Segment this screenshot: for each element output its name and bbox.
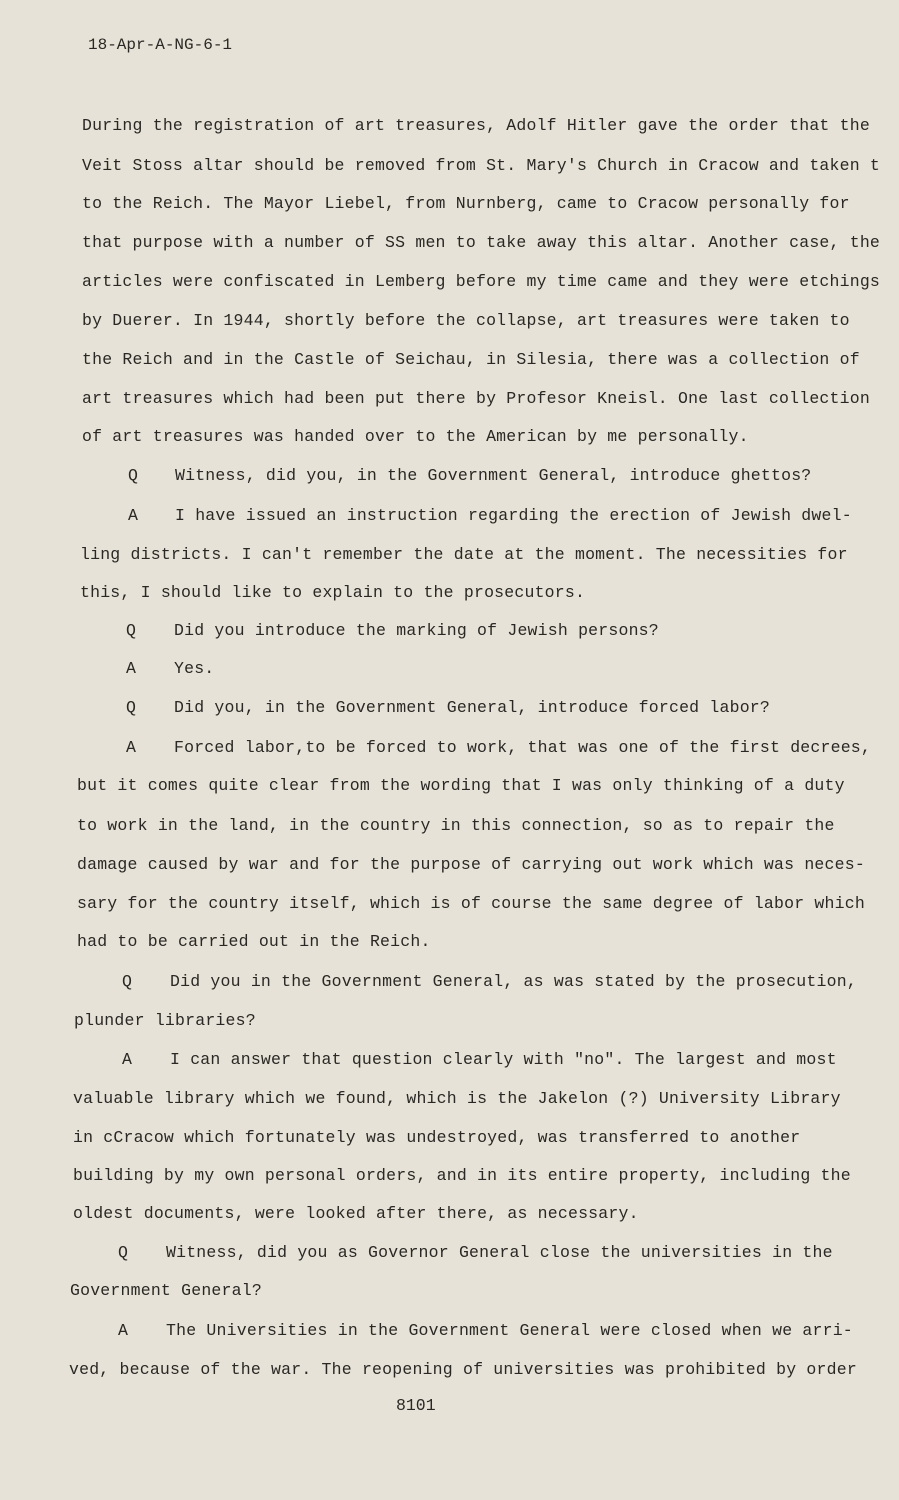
text-line: Did you introduce the marking of Jewish persons? xyxy=(174,621,659,640)
text-line: Veit Stoss altar should be removed from St. Mary's Church in Cracow and taken t xyxy=(82,156,881,175)
text-line: that purpose with a number of SS men to take away this altar. Another case, the xyxy=(82,233,881,252)
speaker-label: A xyxy=(128,506,138,525)
speaker-label: Q xyxy=(128,466,138,485)
text-line: Witness, did you as Governor General close the universities in the xyxy=(166,1243,833,1262)
text-line: oldest documents, were looked after there, as necessary. xyxy=(73,1204,639,1223)
text-line: to the Reich. The Mayor Liebel, from Nurnberg, came to Cracow personally for xyxy=(82,194,850,213)
text-line: this, I should like to explain to the prosecutors. xyxy=(80,583,586,602)
text-line: Did you, in the Government General, introduce forced labor? xyxy=(174,698,770,717)
text-line: valuable library which we found, which is the Jakelon (?) University Library xyxy=(73,1089,841,1108)
speaker-label: Q xyxy=(118,1243,128,1262)
text-line: plunder libraries? xyxy=(74,1011,256,1030)
text-line: to work in the land, in the country in this connection, so as to repair the xyxy=(77,816,835,835)
text-line: Forced labor,to be forced to work, that was one of the first decrees, xyxy=(174,738,872,757)
speaker-label: Q xyxy=(122,972,132,991)
text-line: but it comes quite clear from the wording that I was only thinking of a duty xyxy=(77,776,845,795)
text-line: art treasures which had been put there by Profesor Kneisl. One last collection xyxy=(82,389,870,408)
speaker-label: Q xyxy=(126,621,136,640)
text-line: The Universities in the Government General were closed when we arri- xyxy=(166,1321,853,1340)
text-line: Did you in the Government General, as was stated by the prosecution, xyxy=(170,972,857,991)
speaker-label: Q xyxy=(126,698,136,717)
text-line: During the registration of art treasures, Adolf Hitler gave the order that the xyxy=(82,116,870,135)
text-line: of art treasures was handed over to the American by me personally. xyxy=(82,427,749,446)
speaker-label: A xyxy=(122,1050,132,1069)
page-number: 8101 xyxy=(396,1396,436,1415)
text-line: I can answer that question clearly with "no". The largest and most xyxy=(170,1050,837,1069)
speaker-label: A xyxy=(118,1321,128,1340)
document-id: 18-Apr-A-NG-6-1 xyxy=(88,36,233,54)
text-line: by Duerer. In 1944, shortly before the collapse, art treasures were taken to xyxy=(82,311,850,330)
text-line: articles were confiscated in Lemberg before my time came and they were etchings xyxy=(82,272,881,291)
text-line: ling districts. I can't remember the date at the moment. The necessities for xyxy=(80,545,848,564)
text-line: the Reich and in the Castle of Seichau, in Silesia, there was a collection of xyxy=(82,350,860,369)
text-line: Witness, did you, in the Government General, introduce ghettos? xyxy=(175,466,812,485)
text-line: Yes. xyxy=(174,659,215,678)
text-line: in cCracow which fortunately was undestroyed, was transferred to another xyxy=(73,1128,801,1147)
text-line: had to be carried out in the Reich. xyxy=(77,932,431,951)
text-line: building by my own personal orders, and in its entire property, including the xyxy=(73,1166,851,1185)
text-line: I have issued an instruction regarding the erection of Jewish dwel- xyxy=(175,506,852,525)
speaker-label: A xyxy=(126,738,136,757)
text-line: damage caused by war and for the purpose of carrying out work which was neces- xyxy=(77,855,865,874)
text-line: sary for the country itself, which is of course the same degree of labor which xyxy=(77,894,865,913)
text-line: ved, because of the war. The reopening of universities was prohibited by order xyxy=(69,1360,857,1379)
text-line: Government General? xyxy=(70,1281,262,1300)
speaker-label: A xyxy=(126,659,136,678)
